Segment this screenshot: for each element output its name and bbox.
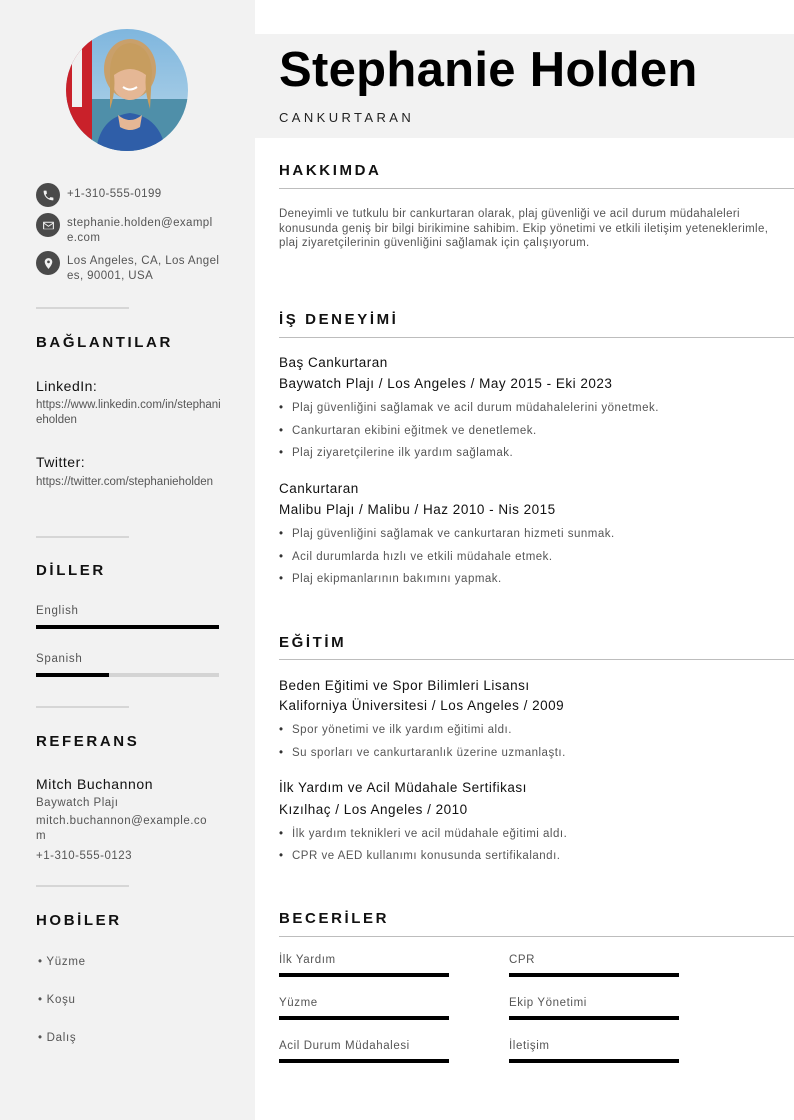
bullet-text: Spor yönetimi ve ilk yardım eğitimi aldı. [292,724,512,736]
job-bullet: • Plaj ziyaretçilerine ilk yardım sağlamak. [279,447,514,459]
skill-level-bar [279,1059,449,1063]
reference-email[interactable]: mitch.buchannon@example.com [36,815,208,842]
bullet-text: Plaj güvenliğini sağlamak ve acil durum müdahalelerini yönetmek. [292,402,659,414]
skill-name: Acil Durum Müdahalesi [279,1040,410,1052]
education-heading: EĞİTİM [279,634,347,651]
section-rule [279,188,794,189]
linkedin-label: LinkedIn: [36,378,98,394]
skill-name: Yüzme [279,997,318,1009]
skill-name: Ekip Yönetimi [509,997,587,1009]
education-bullet: • Spor yönetimi ve ilk yardım eğitimi aldı. [279,724,512,736]
section-rule [279,936,794,937]
job-subtitle: Baywatch Plajı / Los Angeles / May 2015 - Eki 2023 [279,376,613,391]
person-role: CANKURTARAN [279,110,415,125]
job-bullet: • Plaj güvenliğini sağlamak ve cankurtaran hizmeti sunmak. [279,528,615,540]
job-subtitle: Malibu Plajı / Malibu / Haz 2010 - Nis 2015 [279,502,556,517]
links-heading: BAĞLANTILAR [36,334,173,351]
reference-phone: +1-310-555-0123 [36,850,133,862]
language-level-fill [36,673,109,677]
divider [36,536,129,538]
skill-name: İlk Yardım [279,954,336,966]
linkedin-url[interactable]: https://www.linkedin.com/in/stephanieholden [36,399,221,426]
about-heading: HAKKIMDA [279,162,382,179]
bullet-text: İlk yardım teknikleri ve acil müdahale eğitimi aldı. [292,828,568,840]
skill-level-fill [279,1016,449,1020]
hobbies-heading: HOBİLER [36,912,122,929]
education-title: Beden Eğitimi ve Spor Bilimleri Lisansı [279,678,530,693]
map-pin-icon [36,251,60,275]
job-title: Baş Cankurtaran [279,355,388,370]
job-bullet: • Cankurtaran ekibini eğitmek ve denetlemek. [279,425,537,437]
skill-level-fill [279,1059,449,1063]
sidebar [0,0,255,1120]
contact-email-text[interactable]: stephanie.holden@example.com [67,217,213,244]
languages-heading: DİLLER [36,562,106,579]
divider [36,307,129,309]
hobby-label: Dalış [46,1032,77,1044]
section-rule [279,337,794,338]
hobby-label: Yüzme [46,956,86,968]
reference-company: Baywatch Plajı [36,797,119,809]
person-name: Stephanie Holden [279,43,698,97]
skill-level-bar [509,1016,679,1020]
references-heading: REFERANS [36,733,140,750]
reference-name: Mitch Buchannon [36,776,154,792]
hobby-item: • Koşu [38,994,76,1006]
language-level-bar [36,625,219,629]
bullet-text: Plaj ekipmanlarının bakımını yapmak. [292,573,502,585]
skill-level-fill [509,973,679,977]
bullet-text: Su sporları ve cankurtaranlık üzerine uzmanlaştı. [292,747,566,759]
bullet-text: Plaj güvenliğini sağlamak ve cankurtaran hizmeti sunmak. [292,528,615,540]
hobby-label: Koşu [46,994,76,1006]
education-bullet: • Su sporları ve cankurtaranlık üzerine uzmanlaştı. [279,747,566,759]
job-bullet: • Acil durumlarda hızlı ve etkili müdahale etmek. [279,551,553,563]
skill-level-bar [509,1059,679,1063]
language-level-fill [36,625,219,629]
contact-phone-text: +1-310-555-0199 [67,188,162,200]
education-subtitle: Kızılhaç / Los Angeles / 2010 [279,802,468,817]
about-text: Deneyimli ve tutkulu bir cankurtaran olarak, plaj güvenliği ve acil durum müdahaleleri konusunda geniş bir bilgi birikimine sahibim. Ekip yönetimi ve etkili iletişim yeteneklerimle, plaj ziyaretçilerinin güvenliğini sağlamak için çalışıyorum. [279,208,769,249]
bullet-text: Acil durumlarda hızlı ve etkili müdahale etmek. [292,551,553,563]
education-bullet: • CPR ve AED kullanımı konusunda sertifikalandı. [279,850,561,862]
skills-heading: BECERİLER [279,910,390,927]
education-bullet: • İlk yardım teknikleri ve acil müdahale eğitimi aldı. [279,828,568,840]
contact-address [36,251,221,283]
phone-icon [36,183,60,207]
language-name: Spanish [36,653,83,665]
skill-name: İletişim [509,1040,550,1052]
section-rule [279,659,794,660]
skill-level-bar [509,973,679,977]
bullet-text: CPR ve AED kullanımı konusunda sertifikalandı. [292,850,561,862]
skill-name: CPR [509,954,536,966]
education-title: İlk Yardım ve Acil Müdahale Sertifikası [279,780,527,795]
skill-level-bar [279,973,449,977]
profile-photo [66,29,188,151]
bullet-text: Cankurtaran ekibini eğitmek ve denetlemek. [292,425,537,437]
skill-level-bar [279,1016,449,1020]
divider [36,885,129,887]
contact-email [36,213,221,245]
skill-level-fill [509,1016,679,1020]
experience-heading: İŞ DENEYİMİ [279,311,399,328]
contact-phone [36,183,221,207]
twitter-label: Twitter: [36,454,86,470]
job-bullet: • Plaj ekipmanlarının bakımını yapmak. [279,573,502,585]
contact-address-text: Los Angeles, CA, Los Angeles, 90001, USA [67,255,220,282]
main-content [255,0,794,1120]
language-name: English [36,605,79,617]
envelope-icon [36,213,60,237]
twitter-url[interactable]: https://twitter.com/stephanieholden [36,476,214,488]
bullet-text: Plaj ziyaretçilerine ilk yardım sağlamak. [292,447,514,459]
skill-level-fill [509,1059,679,1063]
divider [36,706,129,708]
education-subtitle: Kaliforniya Üniversitesi / Los Angeles / 2009 [279,698,565,713]
job-title: Cankurtaran [279,481,359,496]
skill-level-fill [279,973,449,977]
hobby-item: • Dalış [38,1032,77,1044]
hobby-item: • Yüzme [38,956,86,968]
language-level-bar [36,673,219,677]
job-bullet: • Plaj güvenliğini sağlamak ve acil durum müdahalelerini yönetmek. [279,402,659,414]
